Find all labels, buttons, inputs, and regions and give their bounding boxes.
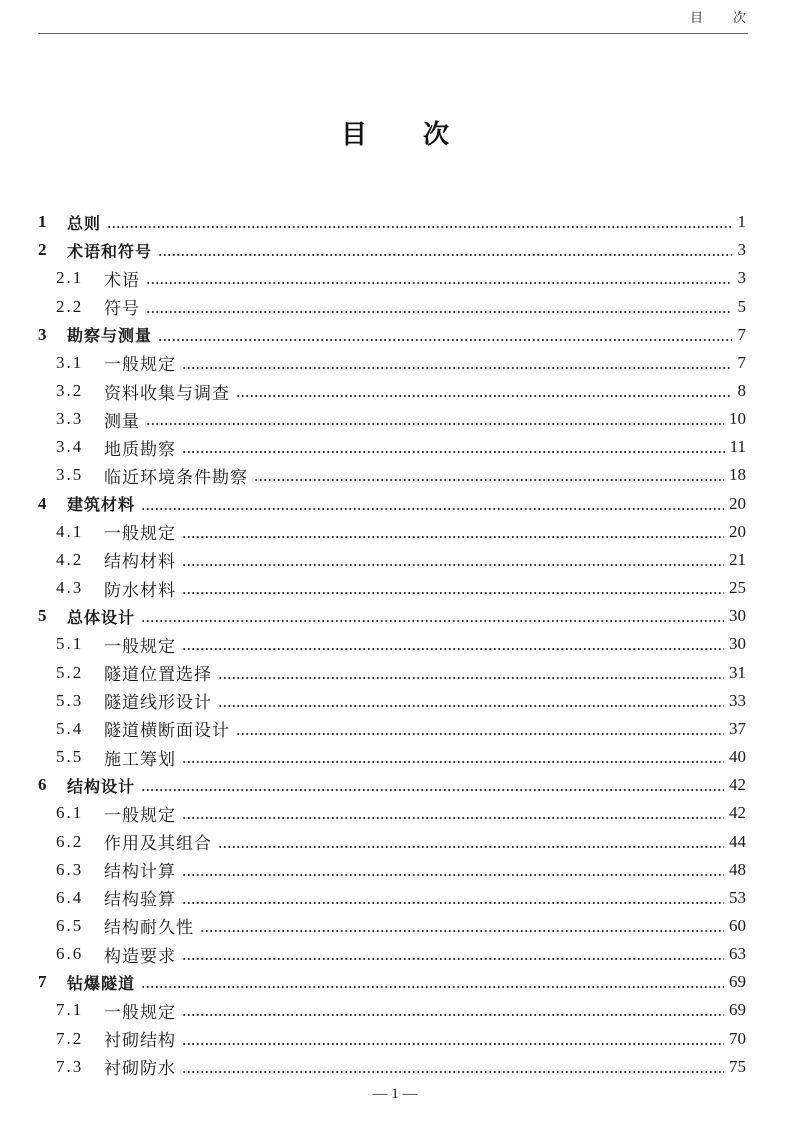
toc-section-entry [38,940,746,968]
entry-title: 隧道线形设计 [104,693,212,713]
toc-section-entry [38,461,746,489]
entry-title: 资料收集与调查 [104,383,230,403]
toc-section-entry [38,518,746,546]
entry-title: 钻爆隧道 [67,973,136,993]
entry-page-number: 37 [729,718,746,738]
toc-section-entry [38,687,746,715]
dot-leader [218,704,724,708]
dot-leader [182,591,724,595]
dot-leader [182,1013,724,1017]
toc-section-entry [38,1053,746,1081]
entry-title: 结构计算 [104,862,176,882]
entry-title: 测量 [104,411,140,431]
entry-page-number: 40 [729,747,746,767]
toc-section-entry [38,574,746,602]
dot-leader [107,225,732,229]
toc-section-entry [38,377,746,405]
entry-title: 结构验算 [104,890,176,910]
entry-page-number: 25 [729,578,746,598]
entry-page-number: 69 [729,972,746,992]
entry-number: 3.5 [56,465,84,485]
entry-number: 2 [38,240,47,260]
entry-page-number: 20 [729,521,746,541]
entry-number: 4.3 [56,578,84,598]
dot-leader [141,619,724,623]
toc-section-entry [38,264,746,292]
entry-number: 2.1 [56,268,84,288]
entry-number: 3.2 [56,381,84,401]
entry-number: 6.3 [56,859,84,879]
dot-leader [182,535,724,539]
entry-page-number: 70 [729,1028,746,1048]
entry-title: 符号 [104,299,140,319]
entry-number: 5.3 [56,690,84,710]
dot-leader [182,901,724,905]
toc-section-entry [38,912,746,940]
entry-title: 术语 [104,270,140,290]
toc-section-entry [38,659,746,687]
entry-number: 6.1 [56,803,84,823]
entry-title: 施工筹划 [104,749,176,769]
entry-title: 勘察与测量 [67,326,153,346]
entry-page-number: 60 [729,915,746,935]
dot-leader [141,788,724,792]
toc-section-entry [38,996,746,1024]
entry-title: 地质勘察 [104,439,176,459]
dot-leader [182,366,732,370]
entry-title: 隧道横断面设计 [104,721,230,741]
dot-leader [182,1070,724,1074]
entry-number: 6.2 [56,831,84,851]
entry-title: 一般规定 [104,524,176,544]
dot-leader [158,338,732,342]
entry-title: 总体设计 [67,607,136,627]
dot-leader [182,1042,724,1046]
toc-section-entry [38,433,746,461]
toc-chapter-entry [38,771,746,799]
entry-page-number: 7 [737,324,746,344]
entry-number: 6 [38,775,47,795]
toc-section-entry [38,349,746,377]
entry-title: 一般规定 [104,636,176,656]
entry-number: 4 [38,493,47,513]
toc-chapter-entry [38,236,746,264]
page-title: 目次 [340,120,505,150]
entry-title: 一般规定 [104,1002,176,1022]
entry-title: 建筑材料 [67,495,136,515]
entry-page-number: 5 [737,296,746,316]
entry-title: 结构设计 [67,776,136,796]
entry-number: 5.1 [56,634,84,654]
toc-chapter-entry [38,321,746,349]
entry-page-number: 48 [729,859,746,879]
page-number-footer: — 1 — [372,1086,418,1102]
entry-page-number: 7 [737,352,746,372]
entry-page-number: 75 [729,1056,746,1076]
entry-page-number: 31 [729,662,746,682]
toc-section-entry [38,405,746,433]
dot-leader [146,281,732,285]
entry-number: 4.1 [56,521,84,541]
entry-title: 结构材料 [104,552,176,572]
toc-section-entry [38,743,746,771]
toc-chapter-entry [38,490,746,518]
dot-leader [146,310,732,314]
entry-number: 3.1 [56,352,84,372]
entry-page-number: 53 [729,887,746,907]
dot-leader [218,845,724,849]
running-header: 目次 [690,10,777,25]
table-of-contents [38,208,746,1081]
entry-page-number: 42 [729,803,746,823]
dot-leader [182,563,724,567]
dot-leader [141,507,724,511]
dot-leader [182,816,724,820]
dot-leader [158,253,732,257]
dot-leader [182,873,724,877]
entry-page-number: 20 [729,493,746,513]
entry-number: 7.3 [56,1056,84,1076]
entry-number: 5.5 [56,747,84,767]
entry-number: 3.4 [56,437,84,457]
entry-page-number: 30 [729,634,746,654]
entry-number: 7.2 [56,1028,84,1048]
entry-title: 防水材料 [104,580,176,600]
entry-page-number: 8 [737,381,746,401]
header-rule [38,33,748,34]
entry-page-number: 3 [737,268,746,288]
entry-number: 5.2 [56,662,84,682]
entry-page-number: 69 [729,1000,746,1020]
entry-page-number: 18 [729,465,746,485]
toc-section-entry [38,1025,746,1053]
dot-leader [182,957,724,961]
toc-section-entry [38,292,746,320]
entry-title: 隧道位置选择 [104,665,212,685]
entry-title: 衬砌结构 [104,1031,176,1051]
dot-leader [141,985,724,989]
entry-number: 3 [38,324,47,344]
toc-section-entry [38,884,746,912]
entry-number: 5 [38,606,47,626]
entry-page-number: 30 [729,606,746,626]
entry-page-number: 10 [729,409,746,429]
entry-page-number: 11 [729,437,746,457]
dot-leader [182,647,724,651]
entry-title: 作用及其组合 [104,834,212,854]
toc-chapter-entry [38,208,746,236]
toc-chapter-entry [38,968,746,996]
entry-number: 6.4 [56,887,84,907]
entry-page-number: 3 [737,240,746,260]
dot-leader [182,450,725,454]
entry-title: 衬砌防水 [104,1059,176,1079]
entry-title: 构造要求 [104,946,176,966]
toc-section-entry [38,827,746,855]
entry-number: 6.6 [56,944,84,964]
entry-number: 6.5 [56,915,84,935]
toc-section-entry [38,856,746,884]
entry-page-number: 21 [729,549,746,569]
entry-title: 一般规定 [104,355,176,375]
entry-page-number: 42 [729,775,746,795]
entry-title: 一般规定 [104,805,176,825]
dot-leader [146,422,724,426]
toc-section-entry [38,799,746,827]
entry-number: 2.2 [56,296,84,316]
entry-page-number: 44 [729,831,746,851]
toc-section-entry [38,546,746,574]
entry-number: 5.4 [56,718,84,738]
entry-title: 总则 [67,213,102,233]
entry-number: 7.1 [56,1000,84,1020]
dot-leader [236,394,732,398]
dot-leader [218,676,724,680]
dot-leader [182,760,724,764]
toc-chapter-entry [38,602,746,630]
entry-number: 1 [38,212,47,232]
entry-number: 3.3 [56,409,84,429]
entry-title: 结构耐久性 [104,918,194,938]
entry-title: 临近环境条件勘察 [104,467,248,487]
entry-page-number: 33 [729,690,746,710]
entry-page-number: 63 [729,944,746,964]
entry-number: 7 [38,972,47,992]
toc-section-entry [38,715,746,743]
toc-section-entry [38,630,746,658]
entry-number: 4.2 [56,549,84,569]
dot-leader [200,929,724,933]
entry-title: 术语和符号 [67,241,153,261]
dot-leader [254,478,724,482]
dot-leader [236,732,724,736]
entry-page-number: 1 [737,212,746,232]
